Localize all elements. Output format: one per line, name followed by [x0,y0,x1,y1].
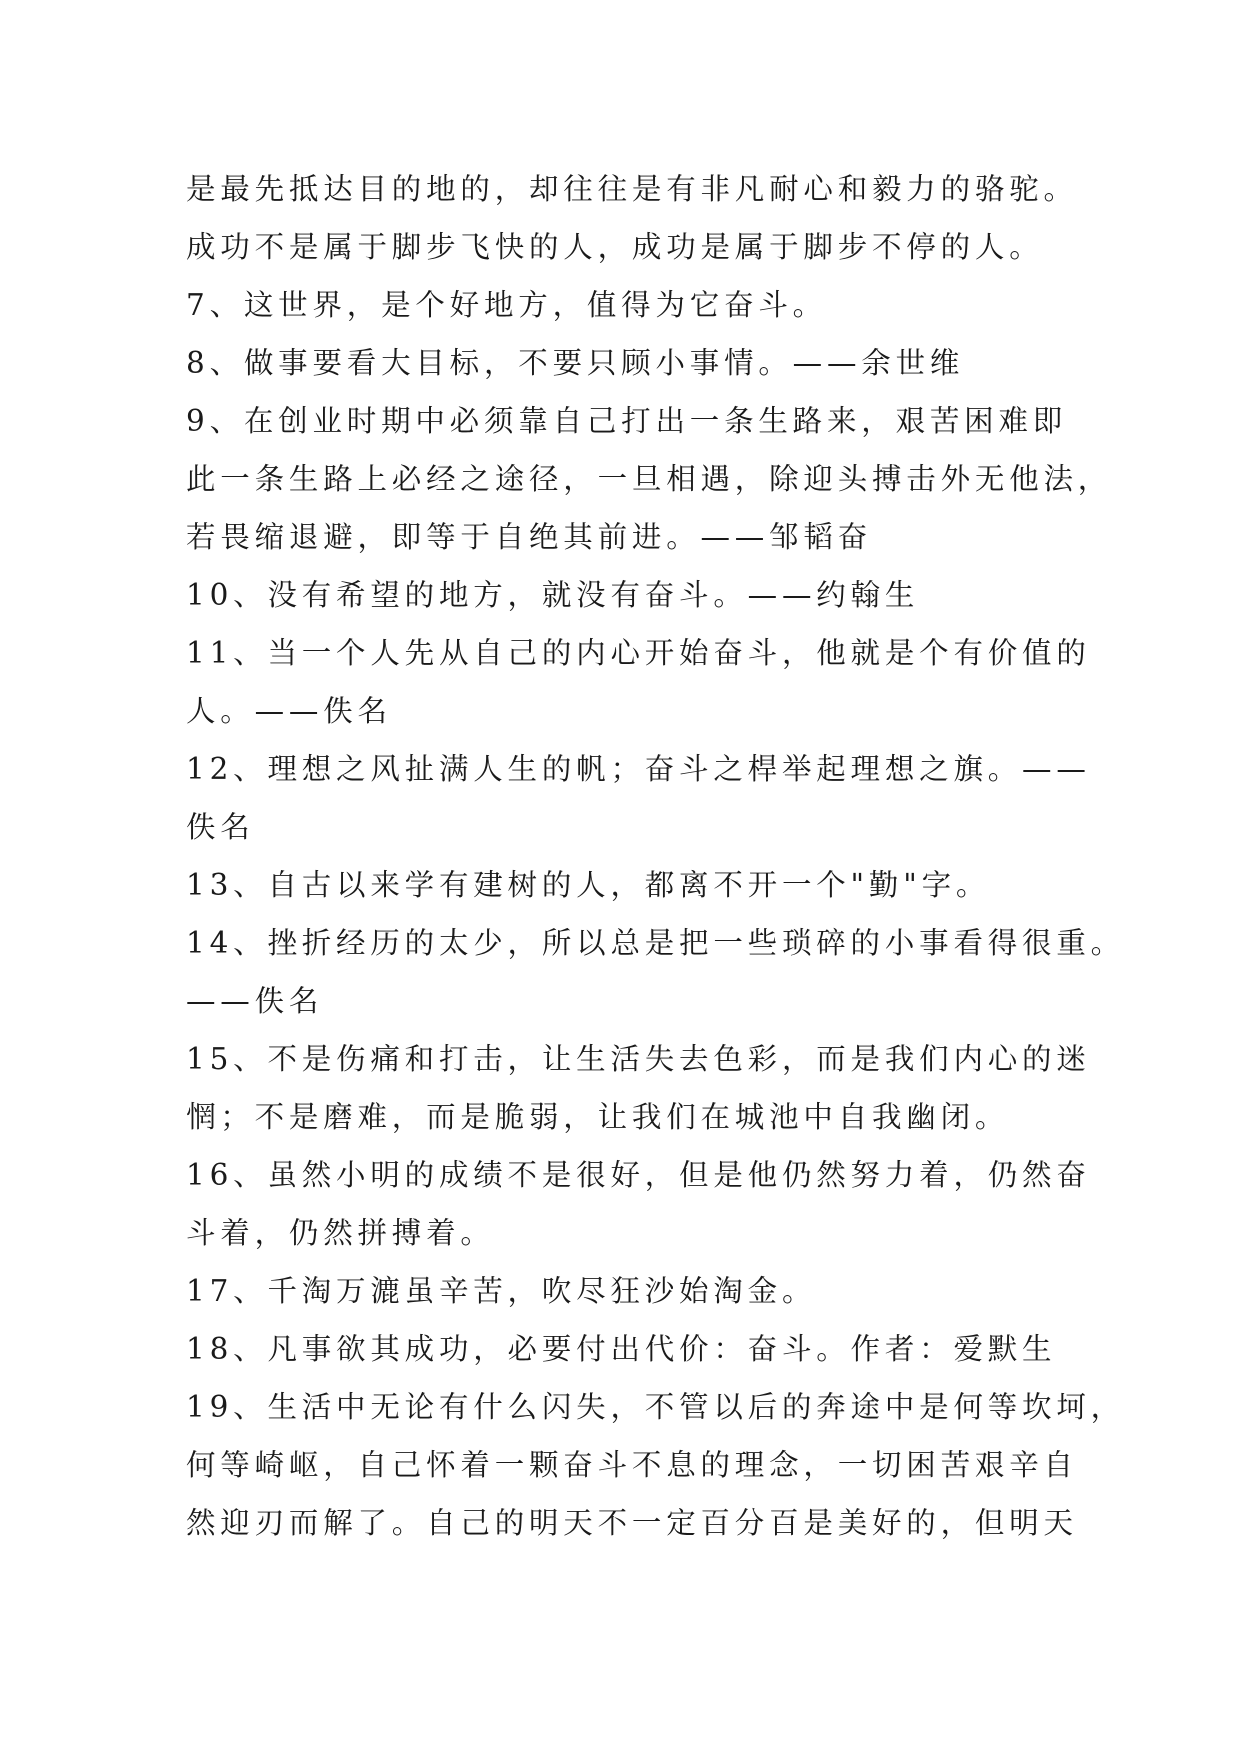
text-line: 11、当一个人先从自己的内心开始奋斗，他就是个有价值的 [186,636,1091,670]
text-line: 8、做事要看大目标，不要只顾小事情。——余世维 [186,346,965,380]
text-line: 12、理想之风扯满人生的帆；奋斗之桿举起理想之旗。—— [186,752,1091,786]
text-line: 9、在创业时期中必须靠自己打出一条生路来，艰苦困难即 [186,404,1068,438]
text-line: 7、这世界，是个好地方，值得为它奋斗。 [186,288,827,322]
text-line: 惘；不是磨难，而是脆弱，让我们在城池中自我幽闭。 [186,1100,1010,1134]
document-body [186,160,1125,1552]
text-line: 16、虽然小明的成绩不是很好，但是他仍然努力着，仍然奋 [186,1158,1091,1192]
text-line: 是最先抵达目的地的，却往往是有非凡耐心和毅力的骆驼。 [186,172,1078,206]
text-line: 何等崎岖，自己怀着一颗奋斗不息的理念，一切困苦艰辛自 [186,1448,1078,1482]
text-line: 19、生活中无论有什么闪失，不管以后的奔途中是何等坎坷， [186,1390,1125,1424]
text-line: 斗着，仍然拼搏着。 [186,1216,495,1250]
text-line: 人。——佚名 [186,694,392,728]
text-line: 然迎刃而解了。自己的明天不一定百分百是美好的，但明天 [186,1506,1078,1540]
text-line: 14、挫折经历的太少，所以总是把一些琐碎的小事看得很重。 [186,926,1125,960]
text-line: 17、千淘万漉虽辛苦，吹尽狂沙始淘金。 [186,1274,817,1308]
text-line: 15、不是伤痛和打击，让生活失去色彩，而是我们内心的迷 [186,1042,1091,1076]
text-line: 若畏缩退避，即等于自绝其前进。——邹韬奋 [186,520,873,554]
text-line: 成功不是属于脚步飞快的人，成功是属于脚步不停的人。 [186,230,1044,264]
text-line: 佚名 [186,810,255,844]
text-line: ——佚名 [186,984,324,1018]
text-line: 此一条生路上必经之途径，一旦相遇，除迎头搏击外无他法， [186,462,1113,496]
text-line: 10、没有希望的地方，就没有奋斗。——约翰生 [186,578,920,612]
text-line: 13、自古以来学有建树的人，都离不开一个"勤"字。 [186,868,991,902]
text-line: 18、凡事欲其成功，必要付出代价：奋斗。作者：爱默生 [186,1332,1057,1366]
